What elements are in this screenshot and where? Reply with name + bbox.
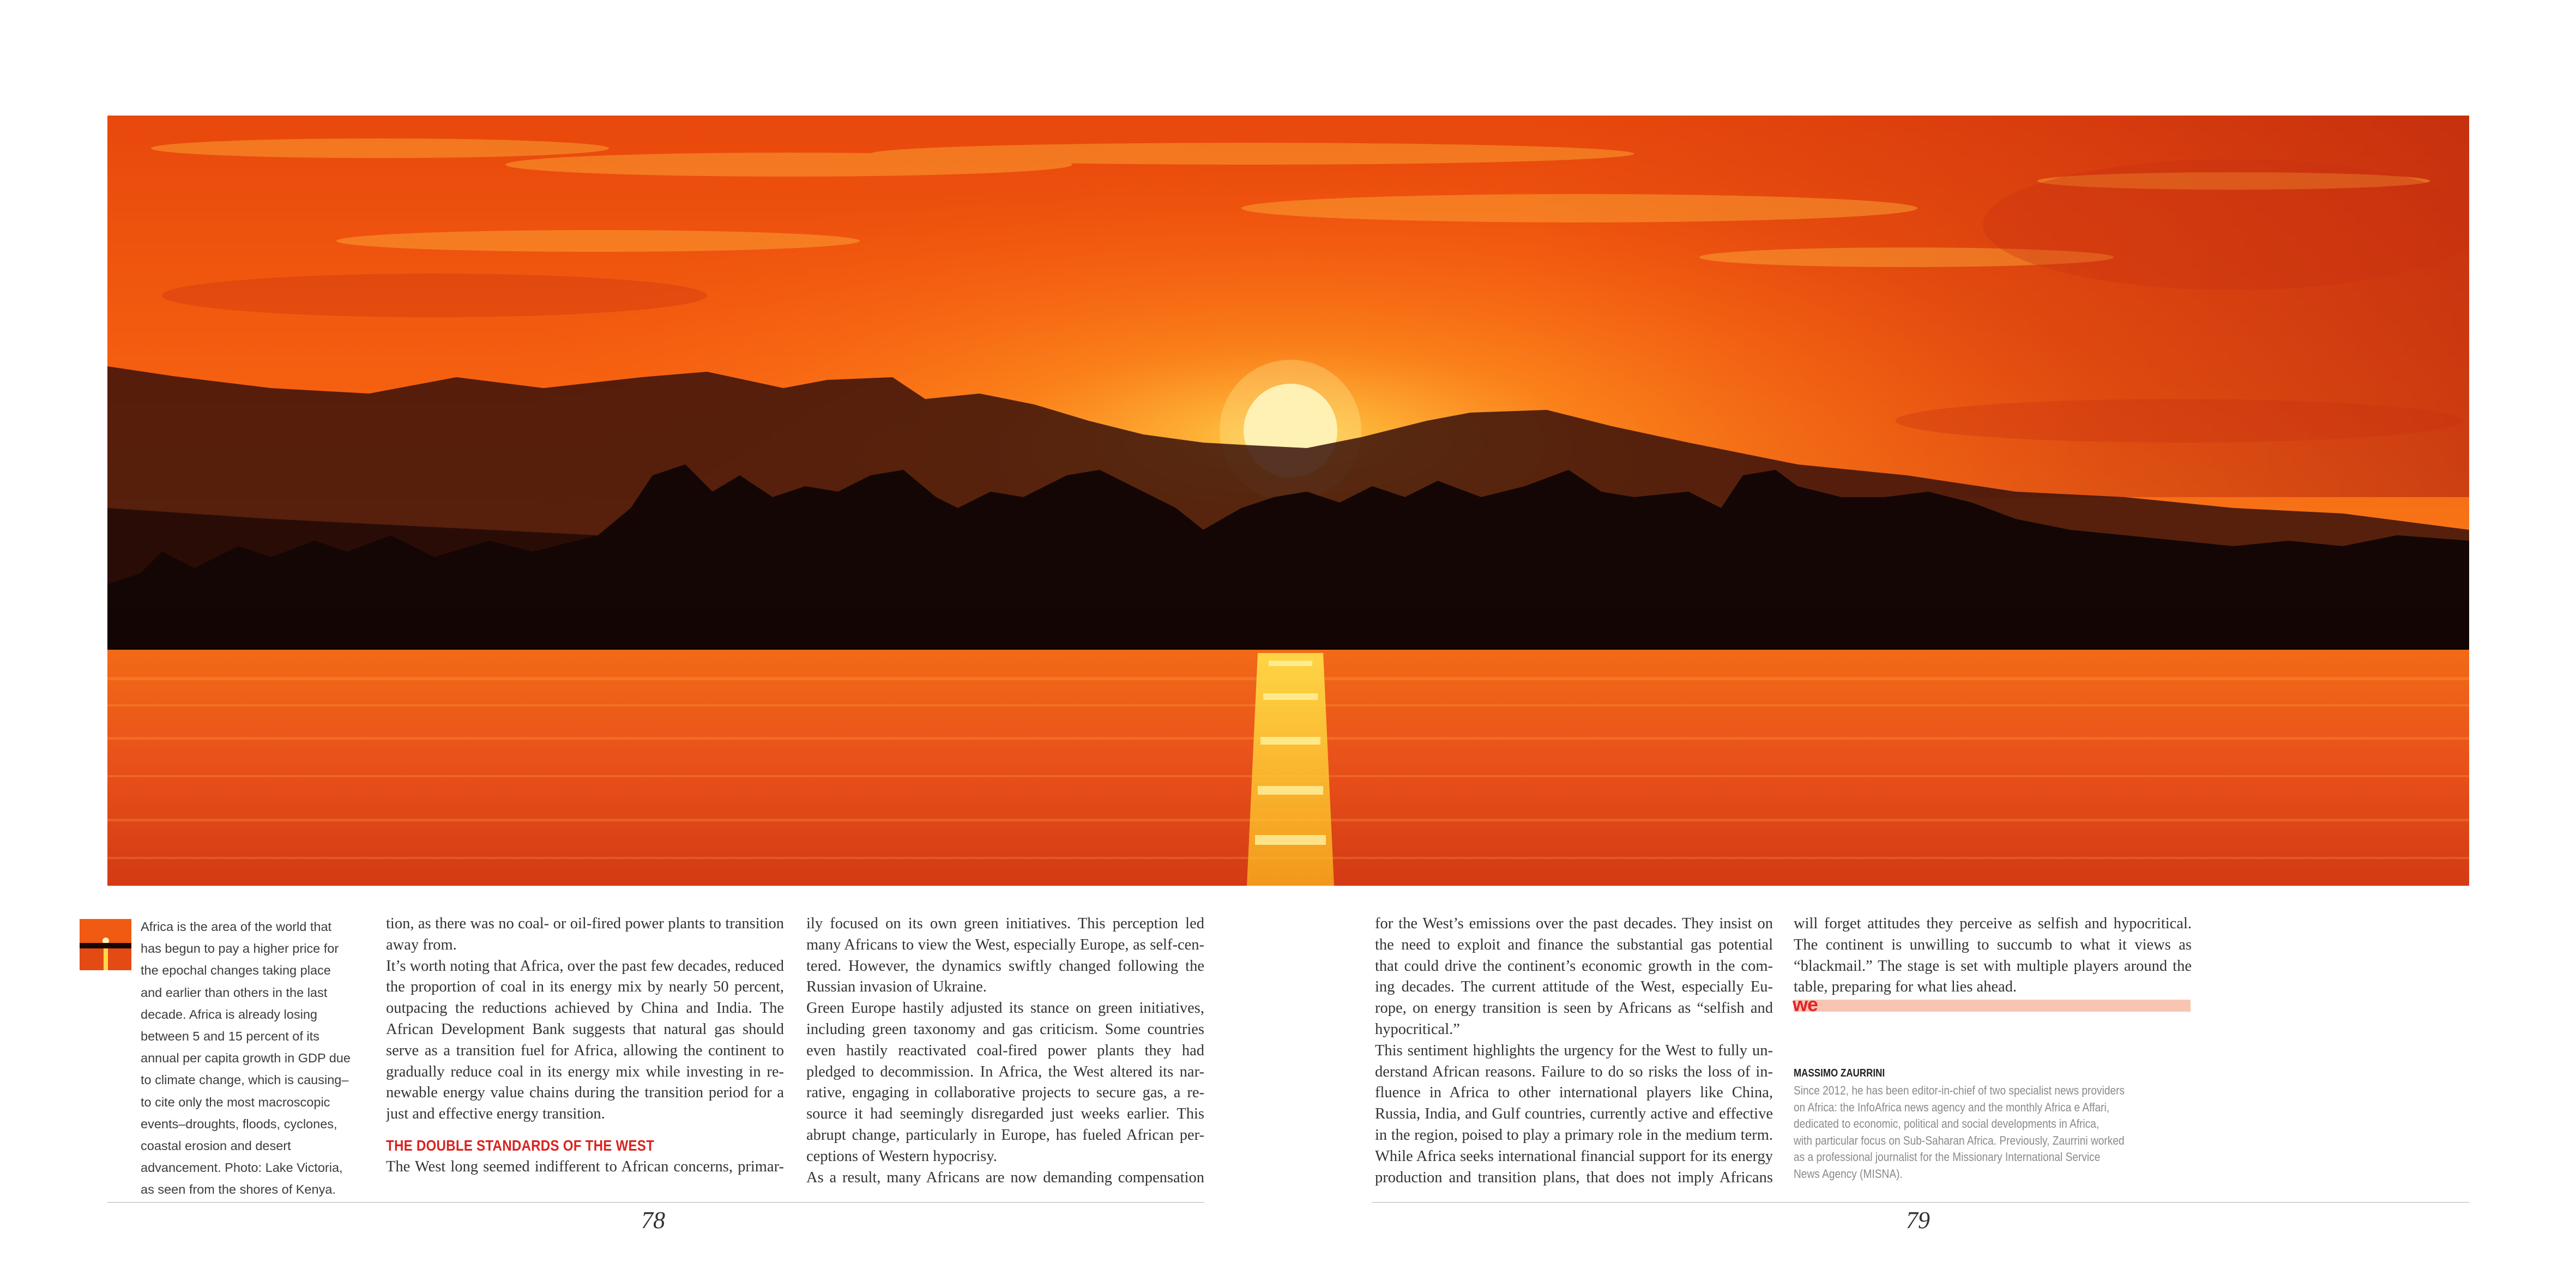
section-heading: THE DOUBLE STANDARDS OF THE WEST [386,1136,655,1154]
text-line: the proportion of coal in its energy mix by nearly 50 percent, [386,978,784,996]
text-line: ing decades. The current attitude of the West, especially Eu- [1375,978,1773,996]
text-line: The continent is unwilling to succumb to what it views as [1794,936,2192,953]
text-line: as seen from the shores of Kenya. [141,1182,336,1197]
text-line: Russia, India, and Gulf countries, currently active and effective [1375,1105,1773,1123]
article-column-4 [1794,914,2192,998]
text-line: gradually reduce coal in its energy mix while investing in re- [386,1063,784,1080]
text-line: source it had seemingly disregarded just weeks earlier. This [806,1105,1204,1123]
text-line: events–droughts, floods, cyclones, [141,1116,337,1131]
text-line: as a professional journalist for the Missionary International Service [1794,1150,2101,1164]
photo-caption [141,916,359,1200]
text-line: between 5 and 15 percent of its [141,1029,319,1043]
text-line: to climate change, which is causing– [141,1073,349,1087]
page-number-right: 79 [1906,1207,1930,1233]
text-line: This sentiment highlights the urgency for the West to fully un- [1375,1042,1773,1059]
text-line: coastal erosion and desert [141,1138,291,1153]
text-line: the need to exploit and finance the substantial gas potential [1375,936,1773,953]
text-line: including green taxonomy and gas criticism. Some countries [806,1020,1204,1038]
text-line: outpacing the reductions achieved by China and India. The [386,1000,784,1017]
text-line: Since 2012, he has been editor-in-chief of two specialist news providers [1794,1084,2125,1097]
text-line: will forget attitudes they perceive as selfish and hypocritical. [1794,915,2192,932]
text-line: on Africa: the InfoAfrica news agency and the monthly Africa e Affari, [1794,1100,2110,1114]
text-line: News Agency (MISNA). [1794,1166,1903,1181]
text-line: to cite only the most macroscopic [141,1095,330,1109]
author-bio [1794,1083,2164,1182]
text-line: advancement. Photo: Lake Victoria, [141,1160,343,1175]
text-line: just and effective energy transition. [386,1105,605,1123]
article-column-1 [386,914,784,1178]
text-line: the epochal changes taking place [141,963,331,978]
text-line: rative, engaging in collaborative projects to secure gas, a re- [806,1084,1204,1102]
text-line: rope, on energy transition is seen by Africans as “selfish and [1375,1000,1773,1017]
text-line: ceptions of Western hypocrisy. [806,1147,997,1165]
text-line: “blackmail.” The stage is set with multiple players around the [1794,957,2192,975]
text-line: with particular focus on Sub-Saharan Africa. Previously, Zaurrini worked [1794,1133,2125,1147]
text-line: tered. However, the dynamics swiftly changed following the [806,957,1204,975]
text-line: The West long seemed indifferent to African concerns, primar- [386,1158,784,1175]
text-line: decade. Africa is already losing [141,1007,317,1021]
text-line: Russian invasion of Ukraine. [806,978,987,996]
text-line: many Africans to view the West, especially Europe, as self-cen- [806,936,1204,953]
article-column-2 [806,914,1204,1188]
text-line: As a result, many Africans are now demanding compensation [806,1169,1204,1186]
text-line: annual per capita growth in GDP due [141,1051,351,1066]
text-line: pledged to decommission. In Africa, the West altered its nar- [806,1063,1204,1080]
left-footer-rule [107,1202,1204,1203]
text-line: hypocritical.” [1375,1020,1460,1038]
text-line: even hastily reactivated coal-fired power plants they had [806,1042,1204,1059]
text-line: away from. [386,936,457,953]
text-line: and earlier than others in the last [141,985,328,1000]
text-line: Africa is the area of the world that [141,920,332,934]
text-line: for the West’s emissions over the past decades. They insist on [1375,915,1773,932]
text-line: derstand African reasons. Failure to do so risks the loss of in- [1375,1063,1773,1080]
text-line: production and transition plans, that does not imply Africans [1375,1169,1773,1186]
text-line: in the region, poised to play a primary role in the medium term. [1375,1126,1773,1144]
text-line: dedicated to economic, political and social developments in Africa, [1794,1117,2100,1130]
lake-victoria-sunset-photo [107,116,2469,886]
right-footer-rule [1372,1202,2469,1203]
text-line: Green Europe hastily adjusted its stance on green initiatives, [806,1000,1204,1017]
text-line: fluence in Africa to other international players like China, [1375,1084,1773,1102]
text-line: abrupt change, particularly in Europe, has fueled African per- [806,1126,1204,1144]
page-number-left: 78 [641,1207,665,1233]
text-line: It’s worth noting that Africa, over the past few decades, reduced [386,957,784,975]
text-line: newable energy value chains during the transition period for a [386,1084,784,1102]
article-column-3 [1375,914,1773,1188]
text-line: that could drive the continent’s economic growth in the com- [1375,957,1773,975]
author-name: MASSIMO ZAURRINI [1794,1067,1885,1079]
text-line: African Development Bank suggests that natural gas should [386,1020,784,1038]
we-logo-bar [1794,1000,2191,1012]
text-line: has begun to pay a higher price for [141,941,339,956]
we-logo: we [1793,993,1818,1015]
text-line: serve as a transition fuel for Africa, allowing the continent to [386,1042,784,1059]
text-line: table, preparing for what lies ahead. [1794,978,2017,996]
text-line: ily focused on its own green initiatives. This perception led [806,915,1204,932]
text-line: While Africa seeks international financial support for its energy [1375,1147,1773,1165]
text-line: tion, as there was no coal- or oil-fired power plants to transition [386,915,784,932]
caption-thumbnail [80,919,131,970]
